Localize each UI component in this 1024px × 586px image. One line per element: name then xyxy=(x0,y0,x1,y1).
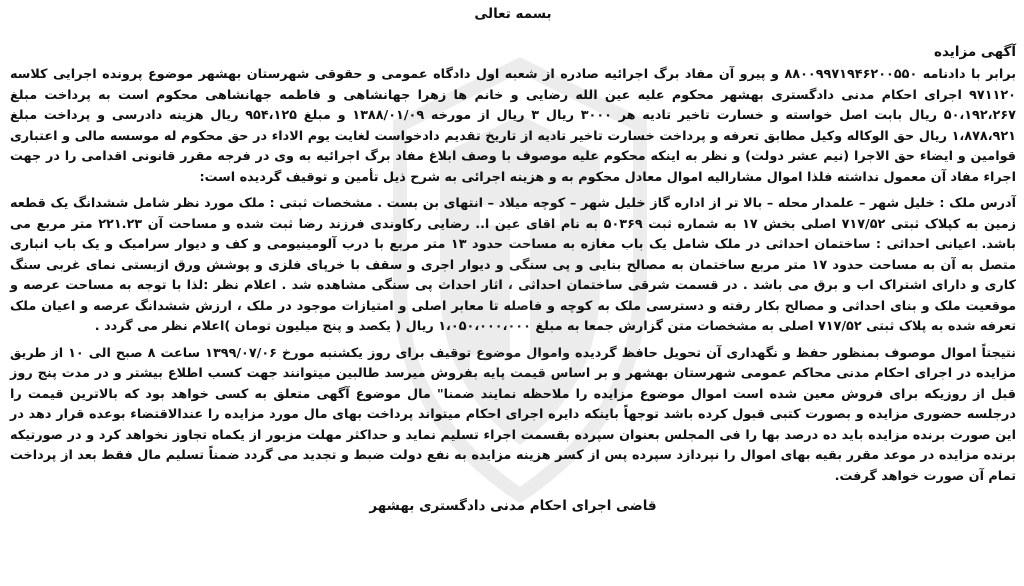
paragraph-auction-terms: نتیجتاً اموال موصوف بمنظور حفظ و نگهداری آن تحویل حافظ گردیده واموال موضوع توقیف برای روز یکشنبه مورخ ۱۳۹۹/۰۷/۰۶ ساعت ۸ صبح الی ۱۰ از طریق مزایده در اجرای احکام مدنی محاکم عمومی شهرستان بهشهر و بر اساس قیمت پایه بفروش میرسد طالبین میتوانند جهت کسب اطلاع بیشتر و در مدت پنج روز قبل از روزیکه برای فروش معین شده است اموال موضوع مزایده را ملاحظه نمایند ضمنا" مال موضوع آگهی متعلق به کسی خواهد بود که بالاترین قیمت را درجلسه حضوری مزایده و بصورت کتبی قبول کرده باشد توجهاً باینکه دایره اجرای احکام میتواند پرداخت بهای مال مورد مزایده را عندالاقتضاء بوعده قرار دهد در این صورت برنده مزایده باید ده درصد بها را فی المجلس بعنوان سپرده بقسمت اجراء تسلیم نماید و حداکثر مهلت مزبور از یکماه تجاوز نخواهد کرد و در صورتیکه برنده مزایده در موعد مقرر بقیه بهای اموال را نپردازد سپرده پس از کسر هزینه مزایده به نفع دولت ضبط و تجدید می گردد ضمناً تسلیم مال فقط بعد از پرداخت تمام آن صورت خواهد گرفت. xyxy=(10,345,1016,484)
notice-heading: آگهی مزایده xyxy=(934,44,1016,60)
document-title: بسمه تعالی xyxy=(474,6,552,22)
paragraph-property-details: آدرس ملک : خلیل شهر – علمدار محله – بالا تر از اداره گاز خلیل شهر – کوچه میلاد – انتهای بن بست . مشخصات ثبتی : ملک مورد نظر شامل ششدانگ یک قطعه زمین به کپلاک ثبتی ۷۱۷/۵۲ اصلی بخش ۱۷ به شماره ثبت ۵۰۳۶۹ به نام اقای عین ا.. رضایی رکاوندی فرزند رضا ثبت شده و مساحت آن ۲۲۱.۲۳ متر مربع می باشد. اعیانی احداثی : ساختمان احداثی در ملک شامل یک باب مغازه به مساحت حدود ۱۳ متر مربع با درب آلومینیومی و کف و دیوار سرامیک و یک باب انباری متصل به آن به مساحت حدود ۱۷ متر مربع ساختمان به مصالح بنایی و پی سنگی و دیوار اجری و سقف با خرپای فلزی و پوشش ورق ازبستی نمای غربی سنگ کاری و دارای اشتراک اب و برق می باشد . در قسمت شرقی ساختمان احداثی ، اثار احداث پی سنگی مشاهده شد . اعلام نظر :لذا با توجه به مساحت عرصه و موقعیت ملک و بنای احداثی و مصالح بکار رفته و دسترسی ملک به کوچه و فاصله تا معابر اصلی و امتیازات موجود در ملک ، ارزش ششدانگ عرصه و اعیان ملک تعرفه شده به پلاک ثبتی ۷۱۷/۵۲ اصلی به مشخصات متن گزارش جمعا به مبلغ ۱،۰۵۰،۰۰۰،۰۰۰ ریال ( یکصد و پنج میلیون تومان )اعلام نظر می گردد . xyxy=(10,196,1016,334)
paragraph-verdict: برابر با دادنامه ۸۸۰۰۹۹۷۱۹۴۶۲۰۰۵۵۰ و پیرو آن مفاد برگ اجرائیه صادره از شعبه اول دادگاه عمومی و حقوقی شهرستان بهشهر موضوع پرونده اجرایی کلاسه ۹۷۱۱۲۰ اجرای احکام مدنی دادگستری بهشهر محکوم علیه عین الله رضایی و خانم ها زهرا جهانشاهی و فاطمه جهانشاهی محکوم است به پرداخت مبلغ ۵۰،۱۹۲،۲۶۷ ریال بابت اصل خواسته و خسارت تاخیر تادیه هر ۳۰۰۰ ریال ۳ ریال از مورخه ۱۳۸۸/۰۱/۰۹ و مبلغ ۹۵۴،۱۲۵ ریال هزینه دادرسی و پرداخت مبلغ ۱،۸۷۸،۹۲۱ ریال حق الوکاله وکیل مطابق تعرفه و پرداخت خسارت تاخیر تادیه از تاریخ تقدیم دادخواست لغایت یوم الاداء در حق محکوم له موسسه مالی و اعتباری قوامین و ایضاء حق الاجرا (نیم عشر دولت) و نظر به اینکه محکوم علیه موصوف با وصف ابلاغ مفاد برگ اجرائیه به وی در فرجه مقرر قانونی اقدامی را در جهت اجراء مفاد آن معمول نداشته فلذا اموال مشارالیه اموال معادل محکوم به و هزینه اجرائی به شرح ذیل تأمین و توقیف گردیده است: xyxy=(10,67,1016,185)
judge-signature: قاضی اجرای احکام مدنی دادگستری بهشهر xyxy=(369,498,657,514)
